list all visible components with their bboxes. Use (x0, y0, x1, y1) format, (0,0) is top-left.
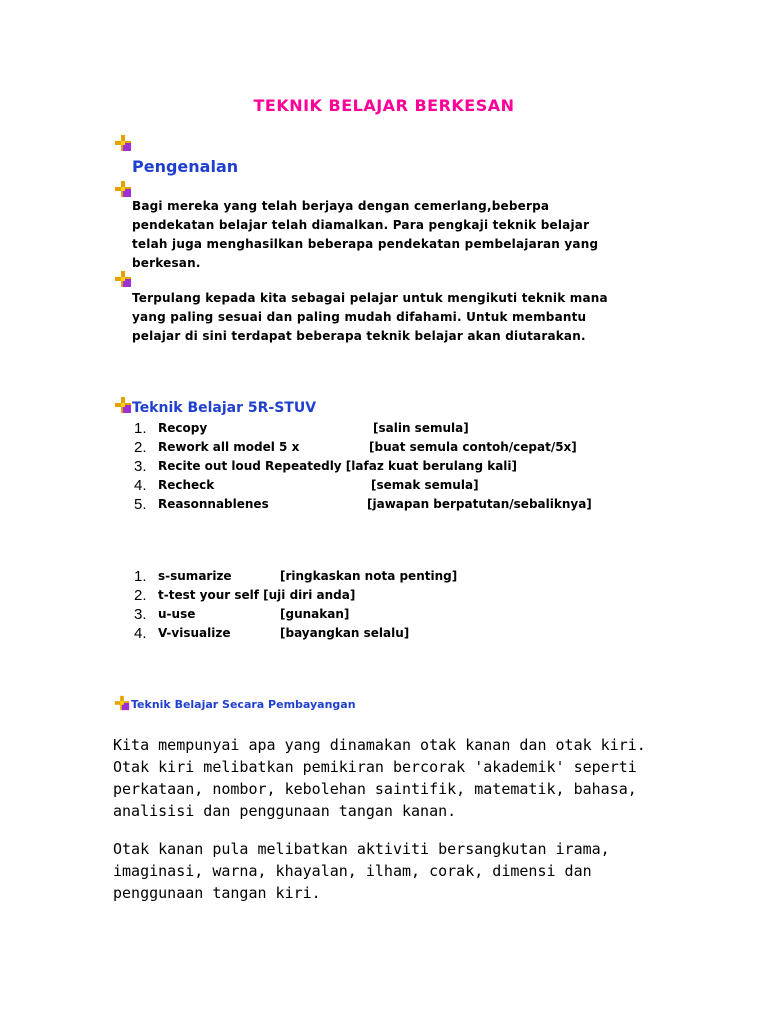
pembayangan-paragraph-1 (113, 734, 646, 822)
list-number: 2. (134, 587, 147, 604)
text-line: penggunaan tangan kiri. (113, 884, 321, 902)
list-translation: [jawapan berpatutan/sebaliknya] (367, 497, 592, 511)
list-number: 3. (134, 458, 147, 475)
text-line: Otak kanan pula melibatkan aktiviti bersangkutan irama, (113, 840, 610, 858)
list-term: Recite out loud Repeatedly [lafaz kuat berulang kali] (158, 459, 518, 473)
list-term: Recopy (158, 421, 208, 435)
list-number: 1. (134, 420, 147, 437)
list-number: 2. (134, 439, 147, 456)
list-translation: [gunakan] (280, 607, 350, 621)
text-line: Terpulang kepada kita sebagai pelajar untuk mengikuti teknik mana (132, 291, 608, 305)
list-term: Recheck (158, 478, 215, 492)
list-number: 3. (134, 606, 147, 623)
list-translation: [bayangkan selalu] (280, 626, 410, 640)
text-line: Kita mempunyai apa yang dinamakan otak kanan dan otak kiri. (113, 736, 646, 754)
heading-pembayangan: Teknik Belajar Secara Pembayangan (131, 698, 356, 711)
list-number: 5. (134, 496, 147, 513)
plus-bullet-icon (114, 180, 132, 198)
pengenalan-paragraph-1 (132, 197, 598, 273)
text-line: analisisi dan penggunaan tangan kanan. (113, 802, 457, 820)
list-translation: [salin semula] (373, 421, 469, 435)
page-title: TEKNIK BELAJAR BERKESAN (253, 96, 515, 115)
plus-bullet-icon (114, 396, 132, 414)
text-line: Otak kiri melibatkan pemikiran bercorak 'akademik' seperti (113, 758, 637, 776)
list-number: 4. (134, 477, 147, 494)
text-line: imaginasi, warna, khayalan, ilham, corak, dimensi dan (113, 862, 592, 880)
text-line: pendekatan belajar telah diamalkan. Para pengkaji teknik belajar (132, 218, 590, 232)
pengenalan-paragraph-2 (132, 289, 608, 346)
list-term: V-visualize (158, 626, 231, 640)
text-line: yang paling sesuai dan paling mudah difahami. Untuk membantu (132, 310, 587, 324)
list-term: t-test your self [uji diri anda] (158, 588, 356, 602)
text-line: perkataan, nombor, kebolehan saintifik, matematik, bahasa, (113, 780, 637, 798)
list-number: 4. (134, 625, 147, 642)
pembayangan-paragraph-2 (113, 838, 610, 904)
list-term: Reasonnablenes (158, 497, 269, 511)
list-translation: [buat semula contoh/cepat/5x] (369, 440, 577, 454)
list-term: s-sumarize (158, 569, 232, 583)
list-translation: [ringkaskan nota penting] (280, 569, 458, 583)
heading-5r-stuv: Teknik Belajar 5R-STUV (132, 400, 317, 416)
list-term: u-use (158, 607, 196, 621)
list-term: Rework all model 5 x (158, 440, 300, 454)
plus-bullet-icon (114, 134, 132, 152)
list-number: 1. (134, 568, 147, 585)
heading-pengenalan: Pengenalan (132, 157, 239, 176)
text-line: berkesan. (132, 256, 201, 270)
text-line: telah juga menghasilkan beberapa pendekatan pembelajaran yang (132, 237, 599, 251)
list-translation: [semak semula] (371, 478, 479, 492)
plus-bullet-icon (114, 695, 130, 711)
text-line: Bagi mereka yang telah berjaya dengan cemerlang,beberpa (132, 199, 550, 213)
text-line: pelajar di sini terdapat beberapa teknik belajar akan diutarakan. (132, 329, 586, 343)
plus-bullet-icon (114, 270, 132, 288)
